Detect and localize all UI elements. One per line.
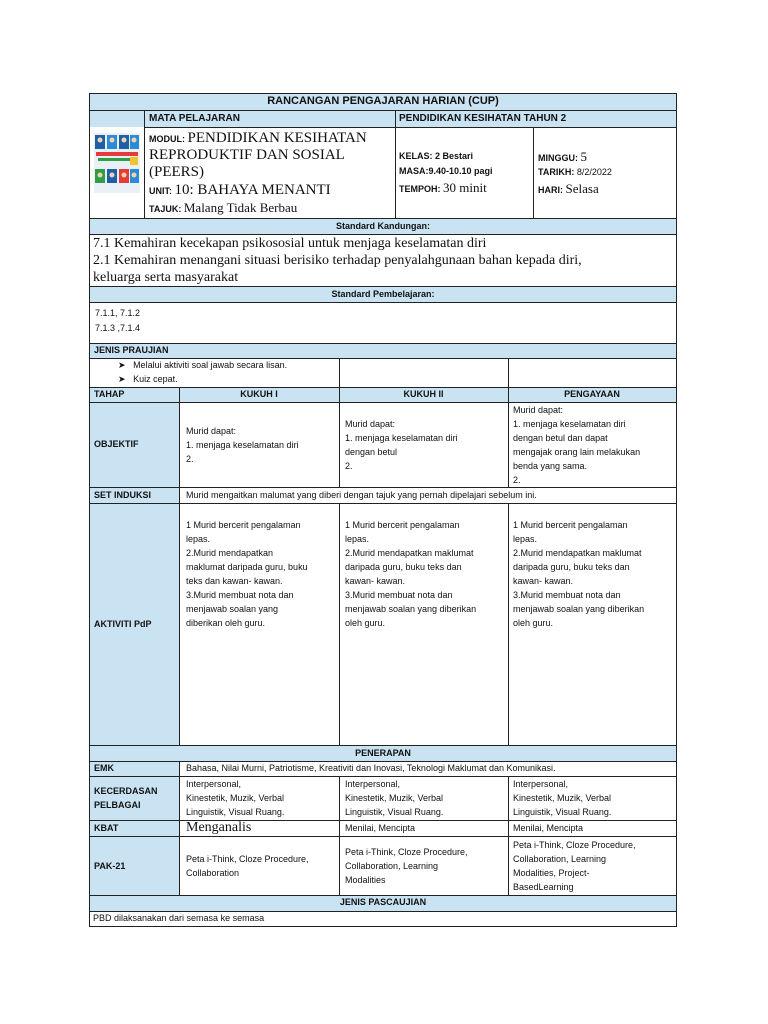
mata-pelajaran-value: PENDIDIKAN KESIHATAN TAHUN 2 (399, 113, 567, 124)
kecerdasan-label: KECERDASAN PELBAGAI (94, 786, 158, 810)
jenis-pascaujian-value: PBD dilaksanakan dari semasa ke semasa (93, 913, 265, 923)
praujian-item-text: Melalui aktiviti soal jawab secara lisan. (133, 360, 288, 370)
masa-value: 9.40-10.10 pagi (428, 166, 493, 176)
kbat-kukuh2: Menilai, Mencipta (345, 823, 416, 833)
kbat-pengayaan: Menilai, Mencipta (513, 823, 584, 833)
tempoh-row (399, 181, 487, 196)
jenis-praujian-row (89, 343, 677, 358)
kecerdasan-kukuh2: Interpersonal, Kinestetik, Muzik, Verbal Linguistik, Visual Ruang. (345, 779, 444, 817)
unit-label: UNIT: (149, 186, 172, 196)
objektif-label: OBJEKTIF (94, 439, 139, 449)
kecerdasan-kukuh1: Interpersonal, Kinestetik, Muzik, Verbal Linguistik, Visual Ruang. (186, 779, 285, 817)
standard-kandungan-line2: 2.1 Kemahiran menangani situasi berisiko terhadap penyalahgunaan bahan kepada diri, (93, 253, 582, 268)
pak21-kukuh2: Peta i-Think, Cloze Procedure, Collaboration, Learning Modalities (345, 847, 468, 885)
minggu-label: MINGGU: (538, 153, 578, 163)
set-induksi-value: Murid mengaitkan malumat yang diberi dengan tajuk yang pernah dipelajari sebelum ini. (186, 490, 537, 500)
praujian-item-text: Kuiz cepat. (133, 374, 178, 384)
penerapan-header: PENERAPAN (355, 748, 411, 758)
unit-value: 10: BAHAYA MENANTI (174, 182, 331, 198)
tempoh-label: TEMPOH: (399, 184, 441, 194)
jenis-praujian-label: JENIS PRAUJIAN (94, 345, 169, 355)
column-tahap: TAHAP (94, 389, 125, 399)
arrow-bullet-icon: ➤ (118, 360, 126, 370)
kbat-kukuh1: Menganalis (186, 820, 252, 835)
tajuk-value: Malang Tidak Berbau (183, 200, 298, 215)
tarikh-value: 8/2/2022 (576, 167, 612, 177)
tempoh-value: 30 minit (443, 180, 487, 195)
mata-pelajaran-label: MATA PELAJARAN (149, 113, 240, 124)
standard-kandungan-line3: keluarga serta masyarakat (93, 270, 239, 285)
kecerdasan-pengayaan: Interpersonal, Kinestetik, Muzik, Verbal Linguistik, Visual Ruang. (513, 779, 612, 817)
page-title: RANCANGAN PENGAJARAN HARIAN (CUP) (267, 95, 499, 107)
kbat-label: KBAT (94, 823, 119, 833)
tajuk-label: TAJUK: (149, 204, 182, 214)
hari-value: Selasa (565, 181, 599, 196)
modul-label: MODUL: (149, 134, 185, 144)
aktiviti-label: AKTIVITI PdP (94, 619, 152, 629)
hari-row (538, 182, 599, 197)
book-cover-image (94, 133, 140, 193)
minggu-row (538, 150, 587, 165)
standard-pembelajaran-line2: 7.1.3 ,7.1.4 (95, 323, 141, 333)
aktiviti-kukuh1: 1 Murid bercerit pengalaman lepas. 2.Murid mendapatkan maklumat daripada guru, buku teks dan kawan- kawan. 3.Murid membuat nota dan menjawab soalan yang diberikan oleh guru. (186, 520, 308, 628)
modul-row (149, 130, 367, 147)
standard-pembelajaran-header: Standard Pembelajaran: (331, 289, 435, 299)
emk-value: Bahasa, Nilai Murni, Patriotisme, Kreativiti dan Inovasi, Teknologi Maklumat dan Komunikasi. (186, 763, 556, 773)
column-kukuh1: KUKUH I (240, 389, 278, 399)
standard-kandungan-header: Standard Kandungan: (336, 221, 430, 231)
arrow-bullet-icon: ➤ (118, 374, 126, 384)
unit-row (149, 181, 331, 200)
pak21-pengayaan: Peta i-Think, Cloze Procedure, Collaboration, Learning Modalities, Project- BasedLearning (513, 840, 636, 892)
pak21-label: PAK-21 (94, 861, 126, 871)
pak21-kukuh1: Peta i-Think, Cloze Procedure, Collaboration (186, 854, 309, 878)
tarikh-label: TARIKH: (538, 167, 575, 177)
aktiviti-pengayaan: 1 Murid bercerit pengalaman lepas. 2.Murid mendapatkan maklumat daripada guru, buku teks dan kawan- kawan. 3.Murid membuat nota dan menjawab soalan yang diberikan oleh guru. (513, 520, 645, 628)
kelas-row (399, 150, 473, 163)
hari-label: HARI: (538, 185, 563, 195)
standard-kandungan-line1: 7.1 Kemahiran kecekapan psikososial untuk menjaga keselamatan diri (93, 236, 487, 251)
praujian-item-2 (118, 373, 178, 386)
tajuk-row (149, 199, 297, 218)
emk-label: EMK (94, 763, 114, 773)
aktiviti-kukuh2: 1 Murid bercerit pengalaman lepas. 2.Murid mendapatkan maklumat daripada guru, buku teks dan kawan- kawan. 3.Murid membuat nota dan menjawab soalan yang diberikan oleh guru. (345, 520, 477, 628)
modul-line2: REPRODUKTIF DAN SOSIAL (149, 147, 345, 163)
column-kukuh2: KUKUH II (403, 389, 444, 399)
minggu-value: 5 (580, 149, 588, 164)
jenis-pascaujian-header: JENIS PASCAUJIAN (339, 897, 427, 907)
standard-pembelajaran-line1: 7.1.1, 7.1.2 (95, 308, 141, 318)
column-pengayaan: PENGAYAAN (564, 389, 620, 399)
kelas-label: KELAS: (399, 151, 433, 161)
set-induksi-label: SET INDUKSI (94, 490, 152, 500)
objektif-kukuh1: Murid dapat: 1. menjaga keselamatan diri 2. (186, 426, 299, 464)
masa-row (399, 165, 493, 178)
objektif-pengayaan: Murid dapat: 1. menjaga keselamatan diri dengan betul dan dapat mengajak orang lain melakukan benda yang sama. 2. (513, 405, 641, 485)
masa-label: MASA: (399, 166, 429, 176)
modul-line1: PENDIDIKAN KESIHATAN (187, 130, 367, 146)
praujian-item-1 (118, 359, 287, 372)
objektif-kukuh2: Murid dapat: 1. menjaga keselamatan diri dengan betul 2. (345, 419, 458, 471)
tarikh-row (538, 166, 612, 179)
kelas-value: 2 Bestari (435, 151, 474, 161)
modul-line3: (PEERS) (149, 164, 205, 180)
